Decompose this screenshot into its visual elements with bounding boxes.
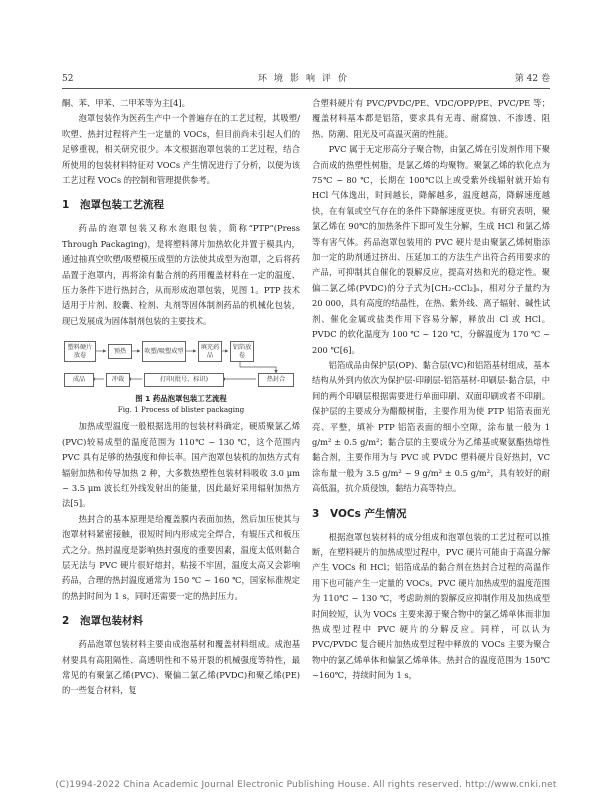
figure-caption: 图 1 药品泡罩包装工艺流程: [135, 394, 227, 404]
figure-caption-english: Fig. 1 Process of blister packaging: [117, 405, 245, 415]
section-heading: [312, 506, 550, 522]
paragraph: 药品的泡罩包装又称水泡眼包装，简称“PTP”(Press Through Packaging)，是将塑料薄片加热软化并置于模具内，通过抽真空吹塑/吸塑模压成型的方法使其成型为泡罩，之后将药品置于泡罩内，再将涂有黏合剂的药用覆盖材料在一定的温度、压力条件下进行热封合，从而形成泡罩包装，见图 1。PTP 技术适用于片剂、胶囊、栓剂、丸剂等固体制剂药品的机械化包装，现已发展成为固体制剂包装的主要技术。: [62, 223, 300, 326]
section-number: 2: [62, 615, 70, 628]
section-title: 泡罩包装材料: [80, 615, 143, 628]
section-heading: [62, 197, 300, 213]
left-column: [62, 96, 300, 699]
paragraph: 根据泡罩包装材料的成分组成和泡罩包装的工艺过程可以推断，在塑料硬片的加热成型过程中，PVC 硬片可能由于高温分解产生 VOCs 和 HCl；铝箔成品的黏合剂在热封合过程的高温作用下也可能产生一定量的 VOCs。PVC 硬片加热成型的温度范围为 110℃ ~ 130 ℃，考虑助剂的裂解反应抑制作用及加热成型时间较短，认为 VOCs 主要来源于聚合物中的氯乙烯单体而非加热成型过程中 PVC 硬片的分解反应。同样，可以认为 PVC/PVDC 复合硬片加热成型过程中释放的 VOCs 主要为聚合物中的氯乙烯单体和偏氯乙烯单体。热封合的温度范围为 150℃ ~160℃，持续时间为 1 s，: [312, 531, 550, 681]
step-punch: 冲裁: [106, 373, 130, 387]
copyright-footer: (C)1994-2022 China Academic Journal Electronic Publishing House. All rights reserved. http://www.cnki.net: [55, 780, 557, 790]
step-film-unwind: 塑料硬片放卷: [64, 341, 96, 362]
page-number: 52: [62, 74, 74, 84]
right-column: [312, 96, 550, 684]
step-preheat: 预热: [108, 344, 132, 359]
section-title: VOCs 产生情况: [330, 507, 407, 520]
paragraph: 热封合的基本原理是给覆盖膜内表面加热，然后加压使其与泡罩材料紧密接触，很短时间内形成完全焊合，有辊压式和板压式之分。热封温度是影响热封强度的重要因素，温度太低则黏合层无法与 PVC 硬片很好熔封，粘接不牢固，温度太高又会影响药品，合理的热封温度通常为 150 ℃ ~ 160 ℃，国家标准规定的热封时间为 1 s，同时还需要一定的热封压力。: [62, 513, 300, 601]
volume-number: 第 42 卷: [514, 74, 550, 84]
paragraph: 加热成型温度一般根据选用的包装材料确定，硬质聚氯乙烯(PVC)较易成型的温度范围为 110℃ ~ 130 ℃，这个范围内 PVC 具有足够的热强度和伸长率。国产泡罩包装机的加热方式有辐射加热和传导加热 2 种，大多数热塑性包装材料吸收 3.0 μm ~ 3.5 μm 波长红外线发射出的能量，因此最好采用辐射加热方法[5]。: [62, 421, 300, 509]
paragraph: 酮、苯、甲苯、二甲苯等为主[4]。: [62, 98, 190, 108]
section-title: 泡罩包装工艺流程: [80, 199, 164, 212]
section-number: 1: [62, 199, 70, 212]
step-print: 打印(批号、标识): [144, 373, 224, 387]
section-number: 3: [312, 507, 320, 520]
paragraph: 合塑料硬片有 PVC/PVDC/PE、VDC/OPP/PE、PVC/PE 等；覆盖材料基本都是铝箔，要求具有无毒、耐腐蚀、不渗透、阻热、防潮、阻光及可高温灭菌的性能。: [312, 98, 550, 139]
header-rule: [62, 88, 550, 89]
step-output: 成品: [64, 373, 94, 387]
step-forming: 吹塑/吸塑成型: [142, 341, 186, 362]
paragraph: 泡罩包装作为医药生产中一个普遍存在的工艺过程，其吸塑/吹塑、热封过程将产生一定量的 VOCs，但目前尚未引起人们的足够重视，相关研究很少。本文根据泡罩包装的工艺过程，结合所使用的包装材料特征对 VOCs 产生情况进行了分析，以便为该工艺过程 VOCs 的控制和管理提供参考。: [62, 113, 300, 186]
paragraph: 药品泡罩包装材料主要由成泡基材和覆盖材料组成。成泡基材要具有高阻隔性、高透明性和不易开裂的机械强度等特性，最常见的有聚氯乙烯(PVC)、聚偏二氯乙烯(PVDC)和聚乙烯(PE)的一些复合材料，复: [62, 639, 300, 696]
page-header: [62, 71, 550, 87]
journal-title: 环境影响评价: [257, 74, 354, 84]
step-fill: 填充药品: [198, 341, 222, 362]
section-heading: [62, 613, 300, 629]
paragraph: 铝箔成品由保护层(OP)、黏合层(VC)和铝箔基材组成，基本结构从外到内依次为保护层-印刷层-铝箔基材-印刷层-黏合层，中间的两个印刷层根据需要进行单面印刷、双面印刷或者不印刷。保护层的主要成分为醋酸树脂，主要作用为使 PTP 铝箔表面光亮、平整，填补 PTP 铝箔表面的细小空隙，涂布量一般为 1 g/m² ± 0.5 g/m²；黏合层的主要成分为乙烯基或聚氨酯热熔性黏合剂，主要作用为与 PVC 或 PVDC 塑料硬片良好热封，VC 涂布量一般为 3.5 g/m² ~ 9 g/m² ± 0.5 g/m²，具有较好的耐高低温，抗介质侵蚀，黏结力高等特点。: [312, 359, 550, 494]
step-heat-seal: 热封合: [258, 373, 294, 387]
paragraph: PVC 属于无定形高分子聚合物，由氯乙烯在引发剂作用下聚合而成的热塑性树脂，是氯乙烯的均聚物。聚氯乙烯的软化点为 75℃ ~ 80 ℃，长期在 100℃以上或受紫外线辐射就开始有 HCl 气体逸出，时间越长，降解越多，温度越高，降解速度越快，在有氧或空气存在的条件下降解速度更快。有研究表明，聚氯乙烯在 90℃的加热条件下即可发生分解，生成 HCl 和氯乙烯等有害气体。药品泡罩包装用的 PVC 硬片是由聚氯乙烯树脂添加一定的助剂通过挤出、压延加工的方法生产出符合药用要求的产品，可抑制其自催化的裂解反应，提高对热和光的稳定性。聚偏二氯乙烯(PVDC)的分子式为[CH₂-CCl₂]ₙ，相对分子量约为 20 000，具有高度的结晶性，在热、紫外线、离子辐射、碱性试剂、催化金属或盐类作用下容易分解，释放出 Cl 或 HCl。PVDC 的软化温度为 100 ℃ ~ 120 ℃，分解温度为 170 ℃ ~ 200 ℃[6]。: [312, 144, 550, 355]
step-foil-unwind: 铝箔放卷: [230, 341, 254, 362]
process-flow-figure: [62, 337, 300, 389]
